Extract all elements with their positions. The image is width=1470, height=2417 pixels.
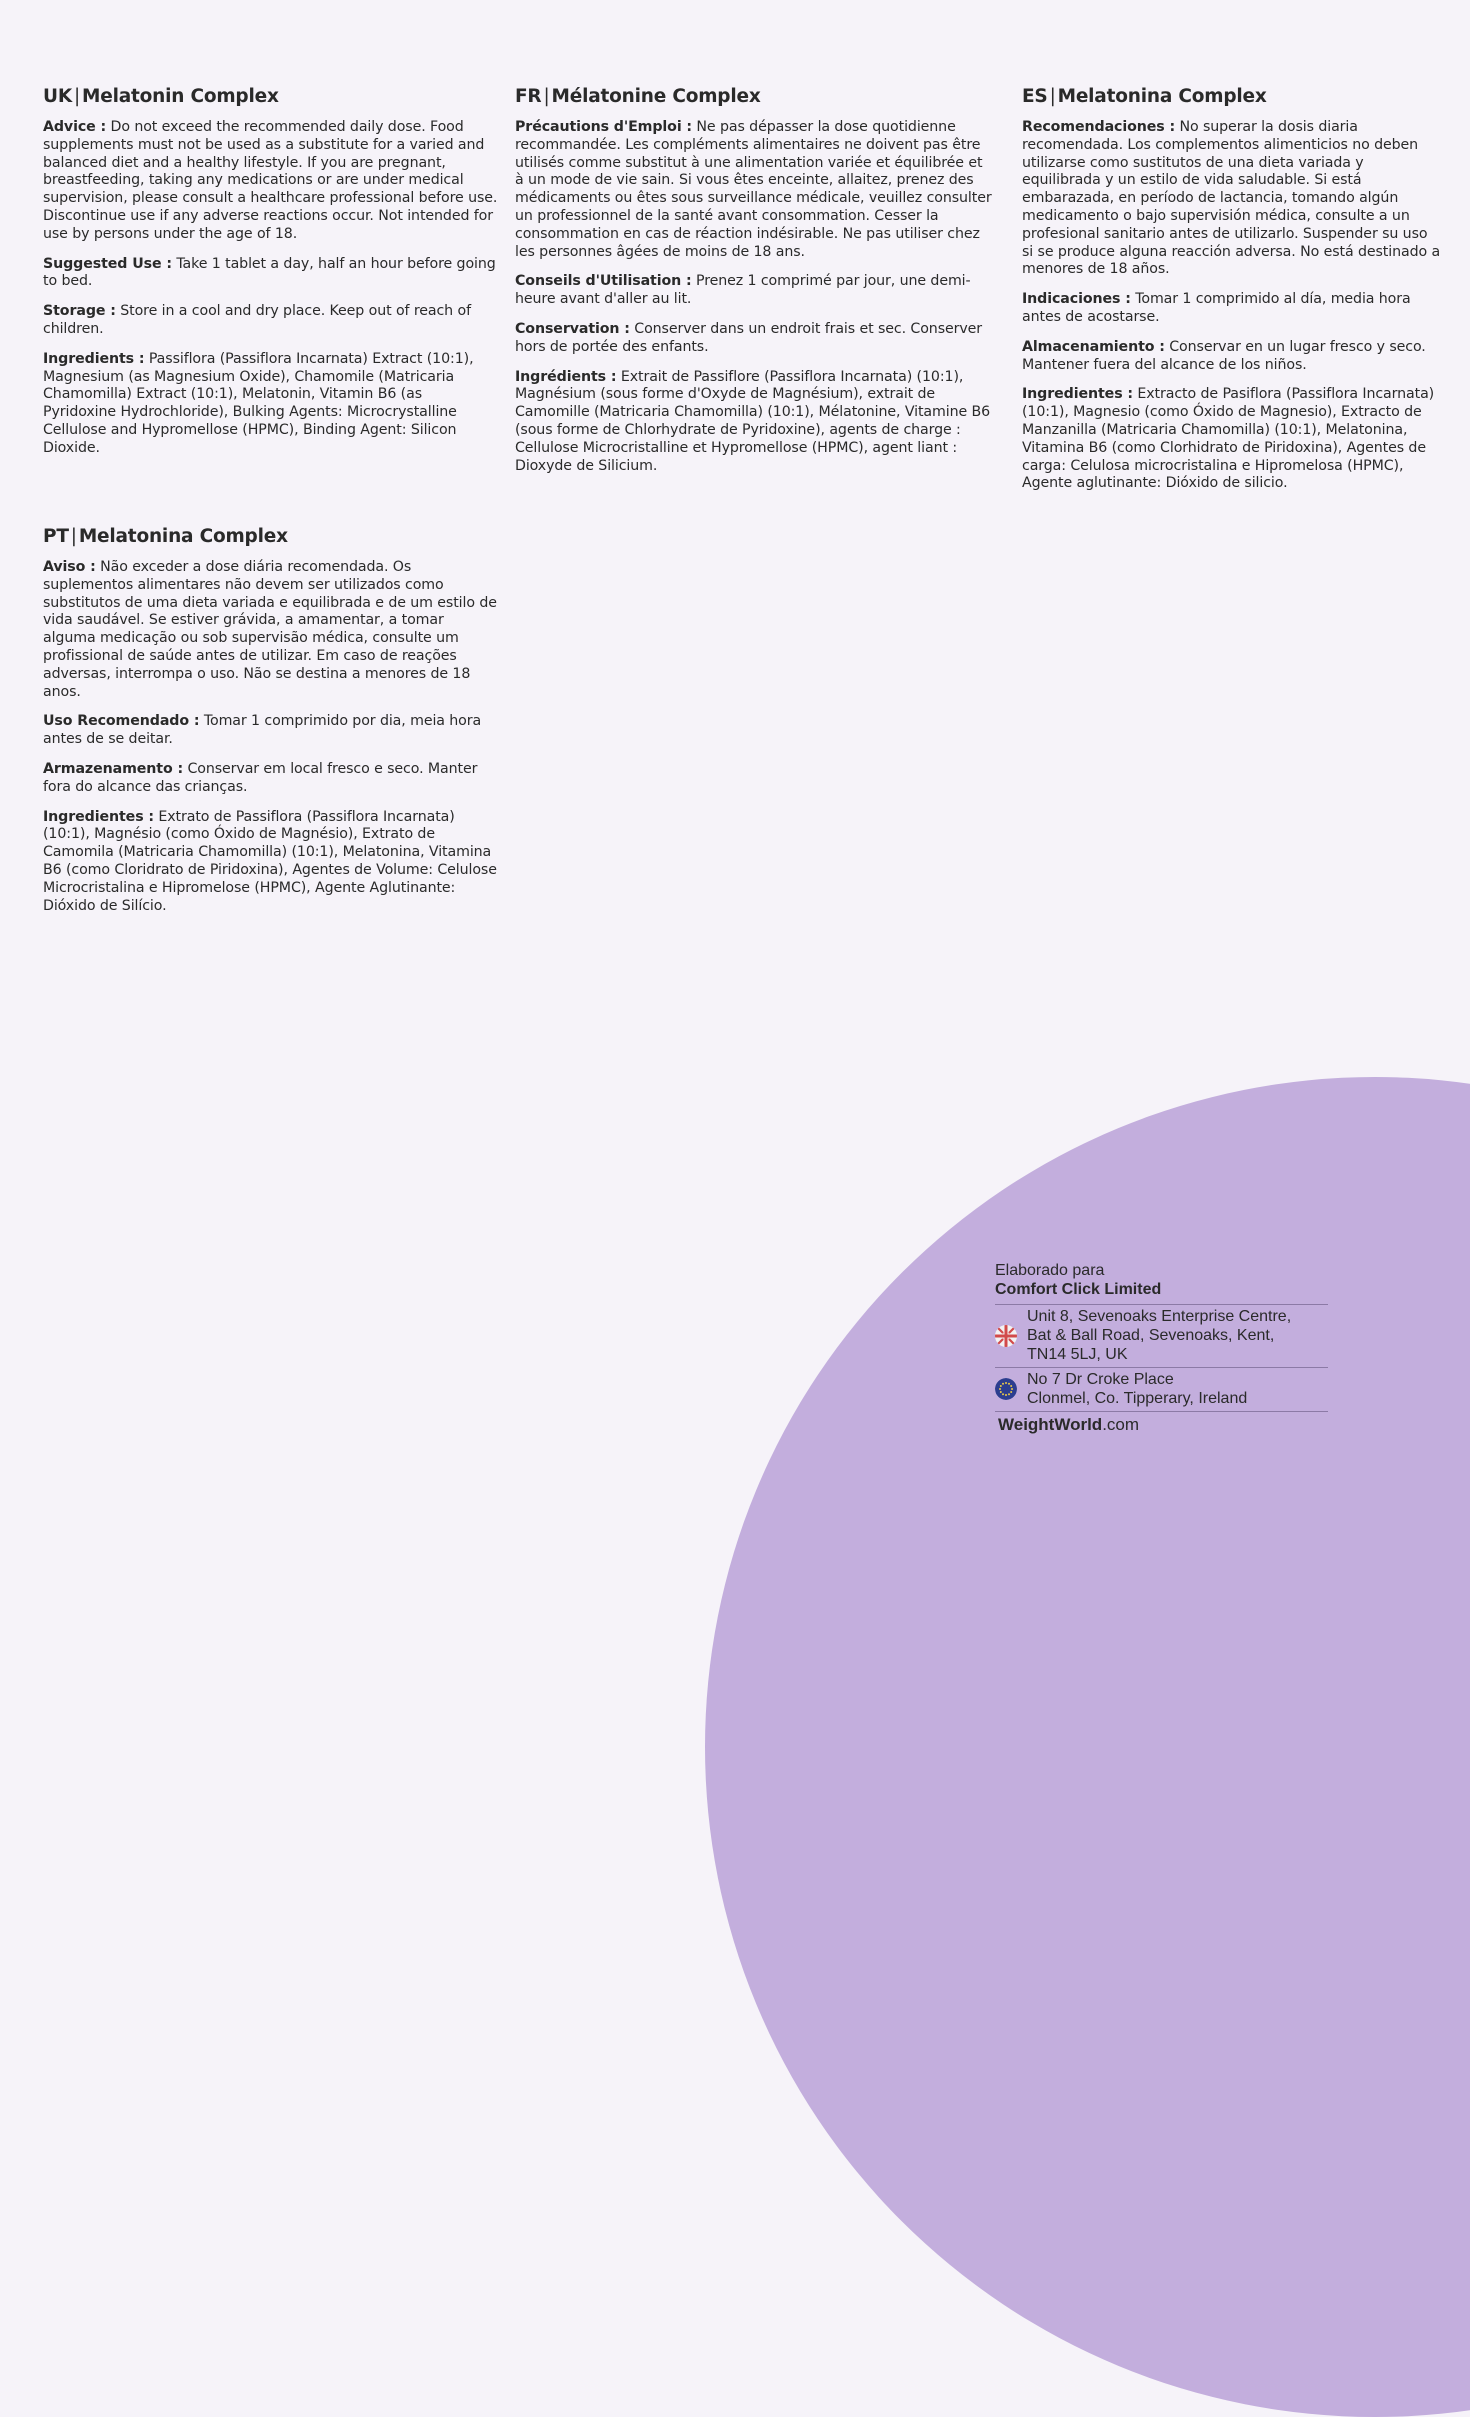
use-paragraph <box>1022 291 1442 327</box>
manufacturer-info <box>995 1261 1328 1436</box>
storage-paragraph <box>43 761 498 797</box>
title-separator: | <box>73 86 81 107</box>
ingredients-text: Extracto de Pasiflora (Passiflora Incarnata) (10:1), Magnesio (como Óxido de Magnesio), Extracto de Manzanilla (Matricaria Chamomilla) (10:1), Melatonina, Vitamina B6 (como Clorhidrato de Piridoxina), Agentes de carga: Celulosa microcristalina e Hipromelosa (HPMC), Agente aglutinante: Dióxido de silicio. <box>1022 386 1435 492</box>
advice-text: Ne pas dépasser la dose quotidienne recommandée. Les compléments alimentaires ne doivent pas être utilisés comme substitut à une alimentation variée et équilibrée et à un mode de vie sain. Si vous êtes enceinte, allaitez, prenez des médicaments ou êtes sous surveillance médicale, veuillez consulter un professionnel de la santé avant consommation. Cesser la consommation en cas de réaction indésirable. Ne pas utiliser chez les personnes âgées de moins de 18 ans. <box>515 119 992 260</box>
use-text: Tomar 1 comprimido por dia, meia hora antes de se deitar. <box>43 713 482 748</box>
address-line: No 7 Dr Croke Place <box>1027 1371 1174 1388</box>
use-label: Suggested Use : <box>43 255 172 272</box>
ingredients-text: Extrato de Passiflora (Passiflora Incarnata) (10:1), Magnésio (como Óxido de Magnésio), Extrato de Camomila (Matricaria Chamomilla) (10:1), Melatonina, Vitamina B6 (como Cloridrato de Piridoxina), Agentes de Volume: Celulose Microcristalina e Hipromelose (HPMC), Agente Aglutinante: Dióxido de Silício. <box>43 808 497 914</box>
product-name: Melatonina Complex <box>78 526 288 547</box>
section-title <box>1022 85 1442 109</box>
uk-address-block <box>995 1305 1328 1367</box>
section-uk <box>43 85 498 470</box>
brand-domain: .com <box>1102 1415 1140 1434</box>
ingredients-paragraph <box>515 369 995 476</box>
use-paragraph <box>515 273 995 309</box>
use-text: Tomar 1 comprimido al día, media hora antes de acostarse. <box>1022 291 1411 325</box>
product-name: Melatonina Complex <box>1057 86 1267 107</box>
storage-text: Conservar en un lugar fresco y seco. Mantener fuera del alcance de los niños. <box>1022 338 1426 373</box>
use-label: Indicaciones : <box>1022 291 1131 308</box>
advice-paragraph <box>43 559 498 701</box>
eu-flag-icon <box>995 1378 1017 1400</box>
address-line: Bat & Ball Road, Sevenoaks, Kent, <box>1027 1327 1275 1344</box>
use-paragraph <box>43 256 498 292</box>
ie-address <box>1027 1370 1247 1408</box>
section-title <box>43 525 498 549</box>
advice-label: Précautions d'Emploi : <box>515 119 692 135</box>
language-code: UK <box>43 86 72 107</box>
advice-paragraph <box>43 119 498 244</box>
advice-label: Recomendaciones : <box>1022 119 1176 135</box>
title-separator: | <box>1049 86 1056 107</box>
address-line: Unit 8, Sevenoaks Enterprise Centre, <box>1027 1308 1292 1325</box>
language-code: PT <box>43 526 69 547</box>
product-name: Melatonin Complex <box>82 86 279 107</box>
storage-paragraph <box>515 321 995 357</box>
product-name: Mélatonine Complex <box>551 86 761 107</box>
advice-label: Advice : <box>43 119 107 135</box>
section-fr <box>515 85 995 487</box>
section-title <box>515 85 995 109</box>
storage-text: Store in a cool and dry place. Keep out of reach of children. <box>43 303 471 337</box>
storage-label: Almacenamiento : <box>1022 338 1165 355</box>
advice-text: No superar la dosis diaria recomendada. Los complementos alimenticios no deben utilizarse como sustitutos de una dieta variada y equilibrada y un estilo de vida saludable. Si está embarazada, en período de lactancia, tomando algún medicamento o bajo supervisión médica, consulte a un profesional sanitario antes de utilizarlo. Suspender su uso si se produce alguna reacción adversa. No está destinado a menores de 18 años. <box>1022 119 1441 278</box>
title-separator: | <box>543 86 550 107</box>
address-line: Clonmel, Co. Tipperary, Ireland <box>1027 1390 1248 1407</box>
ingredients-label: Ingrédients : <box>515 368 617 385</box>
storage-label: Storage : <box>43 303 116 320</box>
advice-paragraph <box>515 119 995 261</box>
ingredients-text: Passiflora (Passiflora Incarnata) Extract (10:1), Magnesium (as Magnesium Oxide), Chamomile (Matricaria Chamomilla) Extract (10:1), Melatonin, Vitamin B6 (as Pyridoxine Hydrochloride), Bulking Agents: Microcrystalline Cellulose and Hypromellose (HPMC), Binding Agent: Silicon Dioxide. <box>43 350 474 456</box>
storage-paragraph <box>43 303 498 339</box>
advice-text: Não exceder a dose diária recomendada. Os suplementos alimentares não devem ser utilizados como substitutos de uma dieta variada e equilibrada e de um estilo de vida saudável. Se estiver grávida, a amamentar, a tomar alguma medicação ou sob supervisão médica, consulte um profissional de saúde antes de utilizar. Em caso de reações adversas, interrompa o uso. Não se destina a menores de 18 anos. <box>43 559 497 700</box>
brand-url <box>995 1412 1328 1436</box>
storage-label: Conservation : <box>515 320 630 337</box>
use-paragraph <box>43 713 498 749</box>
ingredients-label: Ingredientes : <box>1022 386 1133 403</box>
storage-text: Conservar em local fresco e seco. Manter fora do alcance das crianças. <box>43 760 478 795</box>
brand-name: WeightWorld <box>998 1415 1103 1434</box>
advice-paragraph <box>1022 119 1442 279</box>
made-for-label: Elaborado para <box>995 1262 1105 1279</box>
ingredients-label: Ingredients : <box>43 350 145 367</box>
use-label: Conseils d'Utilisation : <box>515 273 692 290</box>
use-text: Prenez 1 comprimé par jour, une demi-heure avant d'aller au lit. <box>515 273 971 308</box>
ie-address-block <box>995 1368 1328 1411</box>
uk-flag-icon <box>995 1325 1017 1347</box>
ingredients-paragraph <box>43 351 498 458</box>
advice-text: Do not exceed the recommended daily dose. Food supplements must not be used as a substitute for a varied and balanced diet and a healthy lifestyle. If you are pregnant, breastfeeding, taking any medications or are under medical supervision, please consult a healthcare professional before use. Discontinue use if any adverse reactions occur. Not intended for use by persons under the age of 18. <box>43 119 498 242</box>
ingredients-text: Extrait de Passiflore (Passiflora Incarnata) (10:1), Magnésium (sous forme d'Oxyde de Magnésium), extrait de Camomille (Matricaria Chamomilla) (10:1), Mélatonine, Vitamine B6 (sous forme de Chlorhydrate de Pyridoxine), agents de charge : Cellulose Microcristalline et Hypromellose (HPMC), agent liant : Dioxyde de Silicium. <box>515 368 991 474</box>
ingredients-paragraph <box>43 809 498 916</box>
address-line: TN14 5LJ, UK <box>1027 1346 1128 1363</box>
ingredients-label: Ingredientes : <box>43 808 154 825</box>
title-separator: | <box>70 526 77 547</box>
storage-label: Armazenamento : <box>43 760 184 777</box>
use-label: Uso Recomendado : <box>43 713 200 730</box>
advice-label: Aviso : <box>43 559 96 575</box>
language-code: FR <box>515 86 542 107</box>
section-pt <box>43 525 498 927</box>
section-title <box>43 85 498 109</box>
ingredients-paragraph <box>1022 386 1442 493</box>
language-code: ES <box>1022 86 1048 107</box>
use-text: Take 1 tablet a day, half an hour before going to bed. <box>43 255 496 290</box>
section-es <box>1022 85 1442 505</box>
storage-text: Conserver dans un endroit frais et sec. Conserver hors de portée des enfants. <box>515 320 983 355</box>
company-name: Comfort Click Limited <box>995 1281 1162 1298</box>
storage-paragraph <box>1022 339 1442 375</box>
uk-address <box>1027 1307 1291 1364</box>
